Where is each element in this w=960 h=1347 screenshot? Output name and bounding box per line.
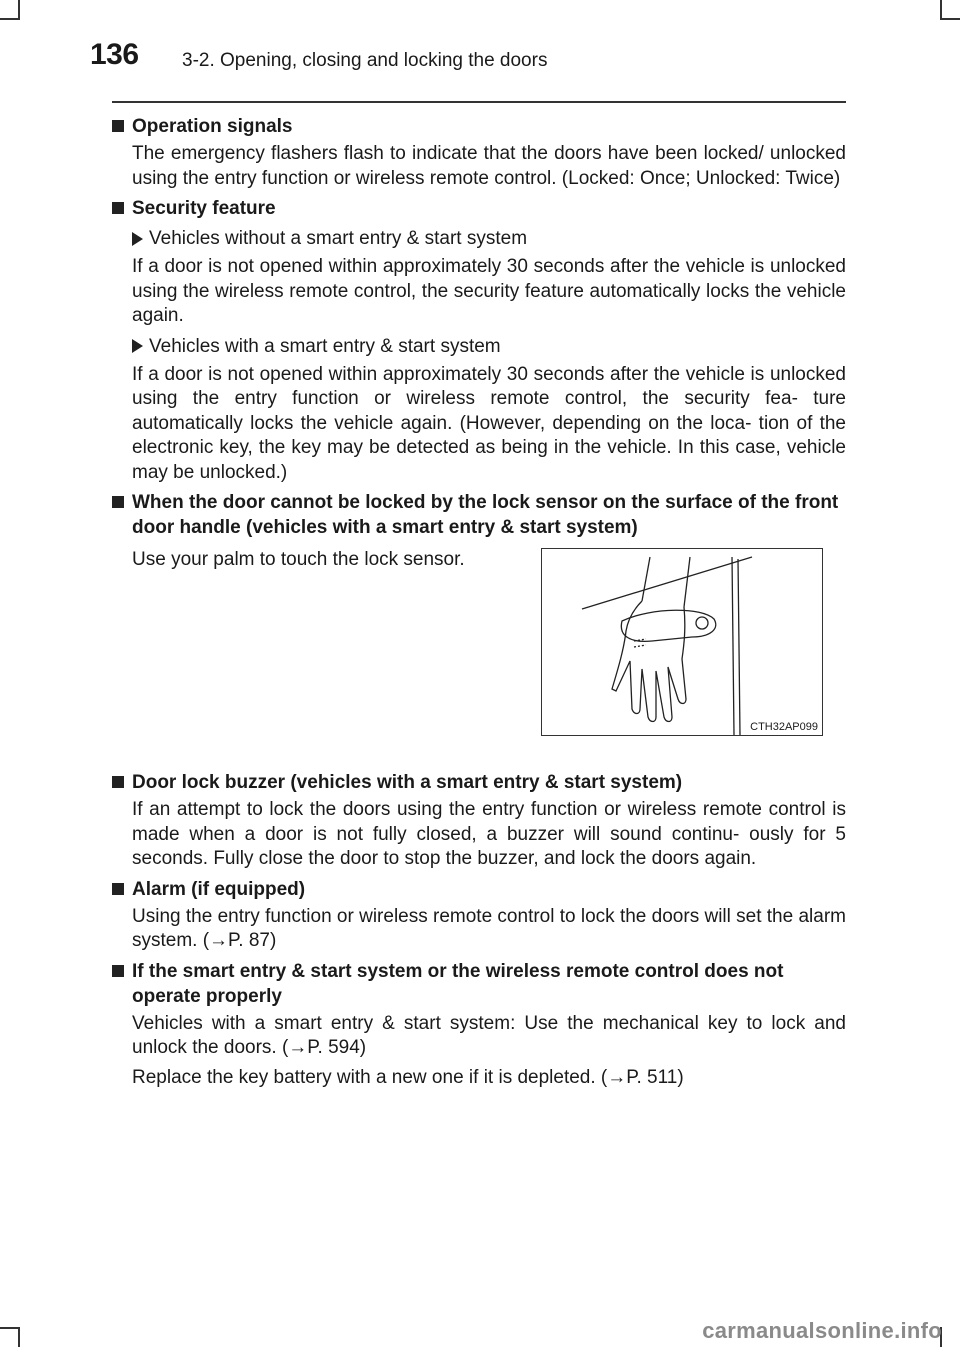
door-line <box>582 557 752 609</box>
heading-text: Security feature <box>132 198 276 219</box>
arm-line <box>684 557 690 607</box>
crop-mark <box>18 1327 20 1347</box>
lock-sensor-mark <box>634 645 646 647</box>
paragraph: If a door is not opened within approximately 30 seconds after the vehicle is unlocked using the entry function or wireless remote control, the security fea- ture automatically locks the vehicle again. (However, depending on the loca- tion of the electronic key, the key may be detected as being in the vehicle. In this case, vehicle may be unlocked.) <box>132 363 846 483</box>
arm-line <box>642 557 650 601</box>
hand-on-door-handle-illustration <box>541 548 823 736</box>
page-number: 136 <box>90 38 139 71</box>
paragraph: If an attempt to lock the doors using the entry function or wireless remote control is made when a door is not fully closed, a buzzer will sound continu- ously for 5 seconds. Fully close the door to stop the buzzer, and lock the doors again. <box>132 799 846 869</box>
heading-text: Operation signals <box>132 116 293 137</box>
illustration-drawing <box>542 549 822 735</box>
door-edge-line <box>732 557 734 735</box>
heading-text: Door lock buzzer (vehicles with a smart entry & start system) <box>132 772 683 793</box>
triangle-bullet-icon <box>132 339 143 353</box>
watermark: carmanualsonline.info <box>702 1318 942 1343</box>
handle-lock-button <box>696 617 708 629</box>
square-bullet-icon <box>112 120 124 132</box>
square-bullet-icon <box>112 496 124 508</box>
heading-operation-signals <box>112 114 846 139</box>
heading-not-operate-properly <box>112 959 846 1009</box>
subheading-without-smart-entry <box>112 226 846 251</box>
crop-mark <box>0 18 20 20</box>
square-bullet-icon <box>112 965 124 977</box>
subheading-text: Vehicles with a smart entry & start system <box>149 335 501 357</box>
lock-sensor-block <box>112 548 846 766</box>
hand <box>612 601 686 722</box>
heading-text: If the smart entry & start system or the wireless remote control does not operate properly <box>132 960 784 1007</box>
door-edge-line <box>738 559 740 735</box>
header-divider <box>112 101 846 103</box>
heading-security-feature <box>112 196 846 221</box>
figure-code: CTH32AP099 <box>750 721 818 733</box>
section-title: 3-2. Opening, closing and locking the doors <box>182 50 548 71</box>
square-bullet-icon <box>112 883 124 895</box>
door-handle <box>621 610 715 641</box>
square-bullet-icon <box>112 202 124 214</box>
subheading-with-smart-entry <box>112 334 846 359</box>
heading-door-lock-buzzer <box>112 770 846 795</box>
crop-mark <box>18 0 20 20</box>
paragraph: Use your palm to touch the lock sensor. <box>132 549 465 570</box>
heading-text: When the door cannot be locked by the lock sensor on the surface of the front door handle (vehicles with a smart entry & start system) <box>132 492 839 538</box>
paragraph: Vehicles with a smart entry & start system: Use the mechanical key to lock and unlock the doors. (→P. 594) <box>132 1012 846 1058</box>
subheading-text: Vehicles without a smart entry & start system <box>149 228 528 249</box>
crop-mark <box>940 18 960 20</box>
square-bullet-icon <box>112 776 124 788</box>
paragraph: If a door is not opened within approximately 30 seconds after the vehicle is unlocked using the wireless remote control, the security feature automatically locks the vehicle again. <box>132 256 846 326</box>
heading-text: Alarm (if equipped) <box>132 878 306 900</box>
paragraph: The emergency flashers flash to indicate that the doors have been locked/ unlocked using the entry function or wireless remote control. (Locked: Once; Unlocked: Twice) <box>132 143 846 189</box>
paragraph: Using the entry function or wireless remote control to lock the doors will set the alarm system. (→P. 87) <box>132 905 846 951</box>
paragraph: Replace the key battery with a new one if it is depleted. (→P. 511) <box>132 1066 684 1088</box>
triangle-bullet-icon <box>132 232 143 246</box>
heading-lock-sensor <box>112 490 846 540</box>
crop-mark <box>0 1327 20 1329</box>
heading-alarm <box>112 877 846 902</box>
page-header <box>90 38 850 82</box>
page-content <box>112 110 846 1095</box>
crop-mark <box>940 0 942 20</box>
